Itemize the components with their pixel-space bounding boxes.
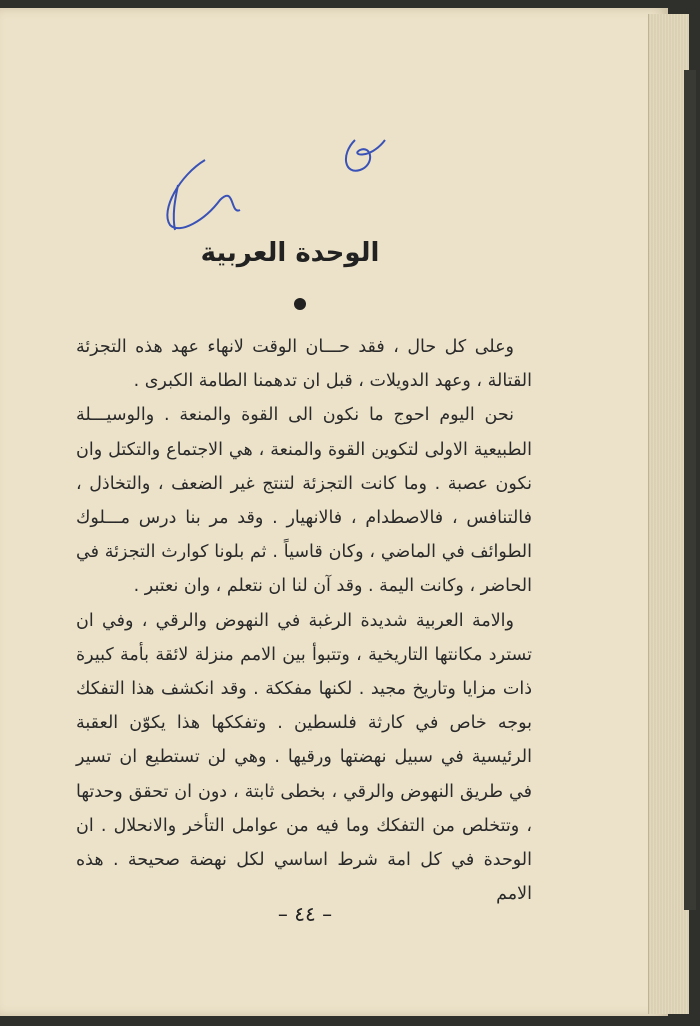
book-spine-shadow <box>684 70 696 910</box>
page-number: – ٤٤ – <box>277 902 333 926</box>
page-edges <box>648 14 689 1014</box>
paragraph: والامة العربية شديدة الرغبة في النهوض والرقي ، وفي ان تسترد مكانتها التاريخية ، وتتبوأ بين الامم منزلة لائقة بأمة كبيرة ذات مزايا وتاريخ مجيد . لكنها مفككة . وقد انكشف هذا التفكك بوجه خاص في كارثة فلسطين . وتفككها هذا يكوّن العقبة الرئيسية في سبيل نهضتها ورقيها . وهي لن تستطيع ان تسير في طريق النهوض والرقي ، بخطى ثابتة ، دون ان تحقق وحدتها ، وتتخلص من التفكك وما فيه من عوامل التأخر والانحلال . ان الوحدة في كل امة شرط اساسي لكل نهضة صحيحة . هذه الامم <box>76 610 532 905</box>
paragraph: وعلى كل حال ، فقد حـــان الوقت لانهاء عهد هذه التجزئة القتالة ، وعهد الدويلات ، قبل ان تدهمنا الطامة الكبرى . <box>76 337 532 392</box>
chapter-title: الوحدة العربية <box>200 238 380 268</box>
handwritten-annotation <box>150 130 390 240</box>
title-ornament-dot <box>294 298 306 310</box>
paragraph: نحن اليوم احوج ما نكون الى القوة والمنعة . والوسيـــلة الطبيعية الاولى لتكوين القوة والمنعة ، هي الاجتماع والتكتل وان نكون عصبة . وما كانت التجزئة لتنتج غير الضعف ، والتخاذل ، فالتنافس ، فالاصطدام ، فالانهيار . وقد مر بنا درس مـــلوك الطوائف في الماضي ، وكان قاسياً . ثم بلونا كوارث التجزئة في الحاضر ، وكانت اليمة . وقد آن لنا ان نتعلم ، وان نعتبر . <box>76 405 532 597</box>
body-text <box>76 330 532 911</box>
